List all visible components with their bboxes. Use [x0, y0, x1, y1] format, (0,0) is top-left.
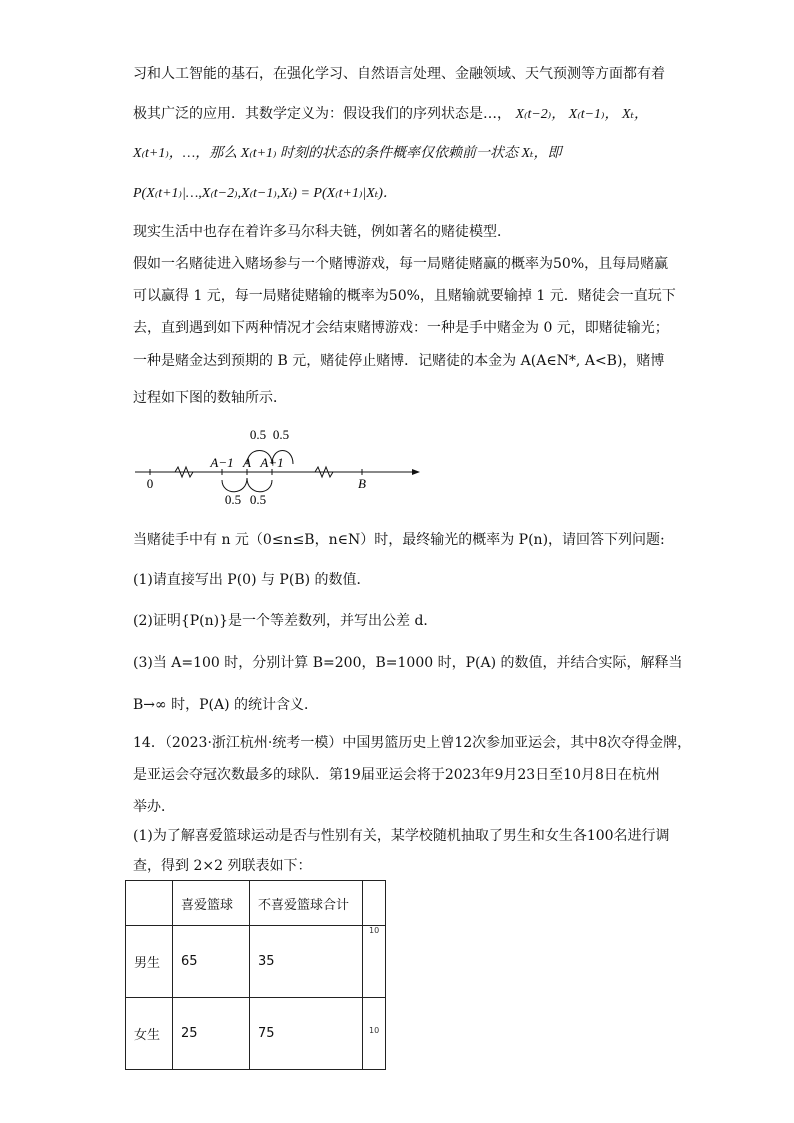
- text-fragment: 极其广泛的应用．其数学定义为：假设我们的序列状态是…，: [133, 106, 511, 122]
- arc-bottom: [247, 478, 272, 492]
- text-line: 现实生活中也存在着许多马尔科夫链，例如著名的赌徒模型．: [133, 224, 511, 240]
- question-2: (2)证明{P(n)}是一个等差数列，并写出公差 d．: [133, 613, 438, 629]
- table-header-cell: [126, 881, 173, 926]
- label-b: B: [358, 476, 366, 491]
- text-line: X₍t+1₎，…，那么 X₍t+1₎ 时刻的状态的条件概率仅依赖前一状态 Xₜ，即: [133, 146, 562, 161]
- table-header-cell: 喜爱篮球: [173, 881, 250, 926]
- number-line-figure: [130, 420, 430, 510]
- question-1: (1)请直接写出 P(0) 与 P(B) 的数值．: [133, 572, 371, 588]
- text-line: [133, 104, 648, 125]
- table-header-cell: [363, 881, 386, 926]
- label-a: A: [243, 455, 251, 470]
- cell-like: 65: [173, 926, 250, 998]
- prob-label: 0.5: [224, 492, 242, 507]
- text-line: 可以赢得 1 元，每一局赌徒赌输的概率为50%，且赌输就要输掉 1 元．赌徒会一直玩下: [133, 288, 676, 304]
- text-line: 一种是赌金达到预期的 B 元，赌徒停止赌博．记赌徒的本金为 A(A∈N*, A<B)，赌博: [133, 353, 665, 369]
- cell-like: 25: [173, 998, 250, 1070]
- question-3-cont: B→∞ 时，P(A) 的统计含义．: [133, 697, 319, 713]
- problem-14-sub1: 查，得到 2×2 列联表如下：: [133, 858, 312, 874]
- table-row: [126, 998, 386, 1070]
- cell-dislike: 35: [250, 926, 363, 998]
- row-label: 女生: [126, 998, 173, 1070]
- prob-label: 0.5: [249, 427, 267, 442]
- label-zero: 0: [146, 476, 154, 491]
- question-3: (3)当 A=100 时，分别计算 B=200，B=1000 时，P(A) 的数值，并结合实际，解释当: [133, 655, 683, 671]
- contingency-table: [125, 880, 386, 1070]
- cell-dislike: 75: [250, 998, 363, 1070]
- text-line: 假如一名赌徒进入赌场参与一个赌博游戏，每一局赌徒赌赢的概率为50%，且每局赌赢: [133, 256, 669, 272]
- table-header-row: [126, 881, 386, 926]
- formula: P(X₍t+1₎|…,X₍t−2₎,X₍t−1₎,Xₜ) = P(X₍t+1₎|Xₜ)．: [133, 186, 397, 201]
- prob-label: 0.5: [272, 427, 290, 442]
- cell-total: [363, 998, 386, 1070]
- problem-14-line: 14．（2023·浙江杭州·统考一模）中国男篮历史上曾12次参加亚运会，其中8次夺得金牌，: [133, 735, 692, 751]
- text-line: 习和人工智能的基石，在强化学习、自然语言处理、金融领域、天气预测等方面都有着: [133, 66, 665, 82]
- problem-14-sub1: (1)为了解喜爱篮球运动是否与性别有关，某学校随机抽取了男生和女生各100名进行调: [133, 828, 670, 844]
- table-header-cell: 不喜爱篮球合计: [250, 881, 363, 926]
- row-label: 男生: [126, 926, 173, 998]
- math-inline: X₍t−2₎， X₍t−1₎， Xₜ，: [515, 107, 648, 122]
- table-row: [126, 926, 386, 998]
- prob-label: 0.5: [249, 492, 267, 507]
- problem-14-line: 是亚运会夺冠次数最多的球队．第19届亚运会将于2023年9月23日至10月8日在杭州: [133, 767, 660, 783]
- cell-total: [363, 926, 386, 998]
- axis-arrow: [412, 469, 420, 475]
- label-a-minus-1: A−1: [210, 455, 234, 470]
- text-line: 过程如下图的数轴所示．: [133, 390, 287, 406]
- cell-total-text: 10: [369, 1026, 380, 1035]
- question-intro: 当赌徒手中有 n 元（0≤n≤B，n∈N）时，最终输光的概率为 P(n)，请回答下列问题:: [133, 532, 665, 548]
- arc-bottom: [222, 478, 247, 492]
- label-a-plus-1: A+1: [260, 455, 284, 470]
- cell-total-text: 10: [369, 926, 380, 935]
- text-line: 去，直到遇到如下两种情况才会结束赌博游戏：一种是手中赌金为 0 元，即赌徒输光；: [133, 320, 669, 336]
- problem-14-line: 举办．: [133, 799, 175, 815]
